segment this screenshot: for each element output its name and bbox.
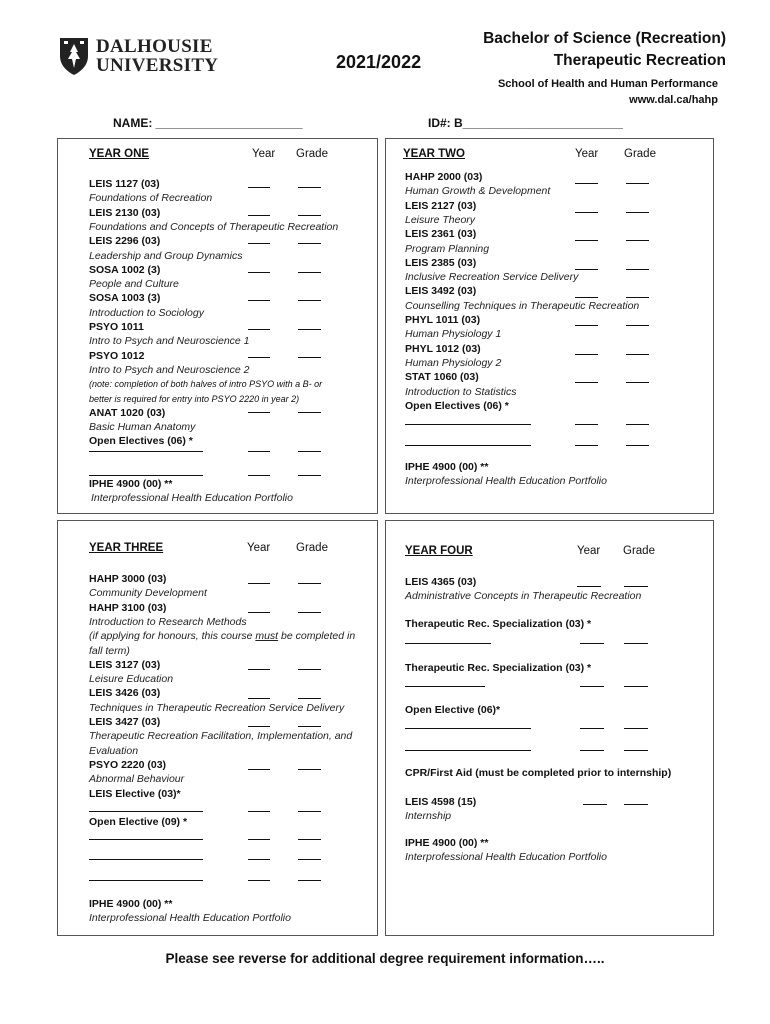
course-title: Community Development (89, 587, 207, 600)
course-code: LEIS 2296 (03) (89, 235, 161, 248)
year-two-panel (385, 138, 714, 514)
course-title: (if applying for honours, this course must be completed in (89, 630, 356, 643)
grade-blank[interactable] (298, 698, 321, 699)
year-blank[interactable] (583, 804, 607, 805)
specialization-blank[interactable] (405, 686, 485, 687)
elective-blank[interactable] (405, 728, 531, 729)
school-info: School of Health and Human Performance www.dal.ca/hahp (497, 78, 718, 106)
year-blank[interactable] (248, 698, 270, 699)
portfolio-desc: Interprofessional Health Education Portfolio (91, 492, 293, 504)
year-blank[interactable] (580, 643, 604, 644)
course-code: LEIS 3127 (03) (89, 658, 161, 671)
year-blank[interactable] (580, 728, 604, 729)
elective-blank[interactable] (89, 451, 203, 452)
grade-blank[interactable] (298, 451, 321, 452)
elective-blank[interactable] (89, 475, 203, 476)
year-blank[interactable] (575, 325, 598, 326)
year-column-header: Year (252, 148, 276, 160)
grade-blank[interactable] (626, 240, 649, 241)
grade-blank[interactable] (298, 769, 321, 770)
grade-blank[interactable] (624, 728, 648, 729)
course-title: Human Physiology 2 (405, 356, 502, 369)
course-code: PHYL 1011 (03) (405, 314, 481, 326)
course-title: fall term) (89, 644, 130, 657)
course-code: LEIS 2361 (03) (405, 228, 477, 241)
course-title: Inclusive Recreation Service Delivery (405, 271, 579, 284)
year-blank[interactable] (575, 212, 598, 213)
specialization-2-label: Therapeutic Rec. Specialization (03) * (405, 662, 592, 674)
year-blank[interactable] (248, 839, 270, 840)
year-three-heading: YEAR THREE (89, 542, 164, 554)
grade-blank[interactable] (298, 357, 321, 358)
year-three-panel (57, 520, 378, 936)
course-note: better is required for entry into PSYO 2220 in year 2) (89, 393, 300, 404)
year-blank[interactable] (248, 300, 270, 301)
leis-4598-code: LEIS 4598 (15) (405, 796, 477, 808)
grade-blank[interactable] (298, 272, 321, 273)
year-blank[interactable] (248, 726, 270, 727)
grade-blank[interactable] (626, 269, 649, 270)
portfolio-code: IPHE 4900 (00) ** (405, 837, 489, 849)
portfolio-code: IPHE 4900 (00) ** (89, 478, 173, 490)
grade-blank[interactable] (624, 804, 648, 805)
grade-blank[interactable] (626, 297, 649, 298)
grade-blank[interactable] (298, 300, 321, 301)
course-title: Leadership and Group Dynamics (89, 249, 243, 262)
elective-blank[interactable] (89, 880, 203, 881)
course-title: Leisure Theory (405, 213, 476, 226)
grade-blank[interactable] (624, 750, 648, 751)
course-title: Counselling Techniques in Therapeutic Recreation (405, 299, 640, 312)
open-elective-label: Open Elective (09) * (89, 816, 188, 828)
year-blank[interactable] (248, 811, 270, 812)
grade-blank[interactable] (624, 586, 648, 587)
course-title: Leisure Education (89, 673, 174, 686)
course-title: People and Culture (89, 278, 179, 291)
course-code: HAHP 3100 (03) (89, 601, 167, 614)
logo-wordmark: DALHOUSIE UNIVERSITY (96, 36, 219, 76)
course-code: PSYO 1012 (89, 349, 145, 362)
course-title: Basic Human Anatomy (89, 421, 196, 434)
name-field[interactable]: NAME: ______________________ (113, 116, 303, 130)
grade-blank[interactable] (624, 686, 648, 687)
year-blank[interactable] (248, 880, 270, 881)
year-blank[interactable] (575, 297, 598, 298)
grade-blank[interactable] (298, 187, 321, 188)
course-title: Human Growth & Development (405, 185, 551, 198)
year-blank[interactable] (248, 243, 270, 244)
year-column-header: Year (247, 542, 271, 554)
year-blank[interactable] (248, 669, 270, 670)
year-blank[interactable] (575, 183, 598, 184)
course-code: LEIS 1127 (03) (89, 178, 160, 190)
elective-blank[interactable] (405, 445, 531, 446)
course-code: Open Electives (06) * (89, 435, 193, 448)
year-blank[interactable] (577, 586, 601, 587)
specialization-blank[interactable] (405, 643, 491, 644)
course-code: STAT 1060 (03) (405, 371, 479, 384)
course-code: SOSA 1002 (3) (89, 263, 161, 276)
year-column-header: Year (577, 545, 601, 557)
course-code: PSYO 2220 (03) (89, 758, 167, 771)
course-code: LEIS 2127 (03) (405, 199, 477, 212)
portfolio-code: IPHE 4900 (00) ** (89, 898, 173, 910)
year-blank[interactable] (575, 424, 598, 425)
grade-column-header: Grade (623, 545, 655, 557)
grade-blank[interactable] (626, 325, 649, 326)
course-title: Intro to Psych and Neuroscience 2 (89, 363, 250, 376)
course-code: LEIS 3427 (03) (89, 716, 161, 728)
grade-blank[interactable] (298, 583, 321, 584)
year-blank[interactable] (575, 354, 598, 355)
year-four-panel (385, 520, 714, 936)
portfolio-desc: Interprofessional Health Education Portfolio (405, 475, 607, 487)
course-title: Abnormal Behaviour (89, 773, 185, 786)
year-blank[interactable] (575, 240, 598, 241)
course-title: Foundations and Concepts of Therapeutic Recreation (89, 220, 339, 233)
portfolio-desc: Interprofessional Health Education Portfolio (405, 851, 607, 863)
course-code: HAHP 3000 (03) (89, 573, 167, 585)
year-blank[interactable] (580, 750, 604, 751)
specialization-1-label: Therapeutic Rec. Specialization (03) * (405, 618, 592, 630)
open-elective-label: Open Elective (06)* (405, 704, 501, 716)
grade-blank[interactable] (298, 859, 321, 860)
course-code: PHYL 1012 (03) (405, 342, 481, 355)
grade-blank[interactable] (298, 726, 321, 727)
academic-year: 2021/2022 (336, 52, 422, 72)
grade-blank[interactable] (626, 445, 649, 446)
portfolio-desc: Interprofessional Health Education Portfolio (89, 912, 291, 924)
course-code: PSYO 1011 (89, 321, 144, 333)
elective-blank[interactable] (89, 811, 203, 812)
grade-column-header: Grade (296, 148, 328, 160)
course-title: Introduction to Statistics (405, 385, 517, 398)
course-code: SOSA 1003 (3) (89, 292, 161, 305)
year-column-header: Year (575, 148, 599, 160)
year-blank[interactable] (248, 583, 270, 584)
grade-blank[interactable] (626, 354, 649, 355)
leis-4365-code: LEIS 4365 (03) (405, 576, 477, 588)
year-blank[interactable] (248, 451, 270, 452)
grade-blank[interactable] (298, 412, 321, 413)
grade-blank[interactable] (298, 215, 321, 216)
year-blank[interactable] (575, 445, 598, 446)
year-two-heading: YEAR TWO (403, 148, 465, 160)
elective-blank[interactable] (405, 424, 531, 425)
grade-column-header: Grade (624, 148, 656, 160)
year-blank[interactable] (575, 269, 598, 270)
grade-blank[interactable] (626, 424, 649, 425)
course-code: LEIS 2385 (03) (405, 256, 477, 269)
year-blank[interactable] (248, 612, 270, 613)
course-title: Therapeutic Recreation Facilitation, Implementation, and (89, 730, 353, 743)
year-blank[interactable] (248, 272, 270, 273)
year-blank[interactable] (248, 859, 270, 860)
grade-column-header: Grade (296, 542, 328, 554)
portfolio-code: IPHE 4900 (00) ** (405, 461, 489, 473)
year-one-heading: YEAR ONE (89, 148, 150, 160)
year-blank[interactable] (248, 187, 270, 188)
course-code: LEIS 3426 (03) (89, 687, 161, 700)
elective-blank[interactable] (405, 750, 531, 751)
year-blank[interactable] (248, 475, 270, 476)
grade-blank[interactable] (298, 669, 321, 670)
grade-blank[interactable] (298, 329, 321, 330)
year-blank[interactable] (580, 686, 604, 687)
course-code: LEIS 2130 (03) (89, 206, 161, 219)
year-blank[interactable] (575, 382, 598, 383)
shield-icon (58, 36, 90, 76)
leis-4365-desc: Administrative Concepts in Therapeutic Recreation (405, 590, 642, 602)
course-title: Intro to Psych and Neuroscience 1 (89, 335, 250, 348)
course-title: Introduction to Sociology (89, 306, 204, 319)
grade-blank[interactable] (298, 839, 321, 840)
course-code: HAHP 2000 (03) (405, 171, 483, 183)
elective-blank[interactable] (89, 839, 203, 840)
id-field[interactable]: ID#: B________________________ (428, 116, 623, 130)
cpr-requirement: CPR/First Aid (must be completed prior to internship) (405, 767, 672, 779)
course-code: LEIS Elective (03)* (89, 787, 181, 800)
course-title: Program Planning (405, 242, 490, 255)
footer-note: Please see reverse for additional degree requirement information….. (165, 951, 605, 966)
course-note: (note: completion of both halves of intro PSYO with a B- or (89, 379, 323, 390)
program-title: Bachelor of Science (Recreation) Therapeutic Recreation (483, 30, 726, 69)
grade-blank[interactable] (298, 243, 321, 244)
year-blank[interactable] (248, 412, 270, 413)
grade-blank[interactable] (626, 212, 649, 213)
grade-blank[interactable] (298, 811, 321, 812)
year-one-panel (57, 138, 378, 514)
course-code: LEIS 3492 (03) (405, 285, 477, 298)
course-title: Techniques in Therapeutic Recreation Service Delivery (89, 701, 345, 714)
year-four-heading: YEAR FOUR (405, 545, 473, 557)
year-blank[interactable] (248, 769, 270, 770)
course-code: ANAT 1020 (03) (89, 406, 166, 419)
year-blank[interactable] (248, 357, 270, 358)
grade-blank[interactable] (298, 612, 321, 613)
course-code: Open Electives (06) * (405, 399, 509, 412)
dalhousie-logo (58, 36, 218, 78)
leis-4598-desc: Internship (405, 810, 452, 822)
course-title: Introduction to Research Methods (89, 615, 247, 628)
course-title: Foundations of Recreation (89, 192, 213, 205)
grade-blank[interactable] (298, 475, 321, 476)
grade-blank[interactable] (626, 382, 649, 383)
grade-blank[interactable] (298, 880, 321, 881)
grade-blank[interactable] (626, 183, 649, 184)
grade-blank[interactable] (624, 643, 648, 644)
year-blank[interactable] (248, 329, 270, 330)
course-title: Human Physiology 1 (405, 328, 502, 341)
course-title: Evaluation (89, 744, 139, 757)
year-blank[interactable] (248, 215, 270, 216)
elective-blank[interactable] (89, 859, 203, 860)
